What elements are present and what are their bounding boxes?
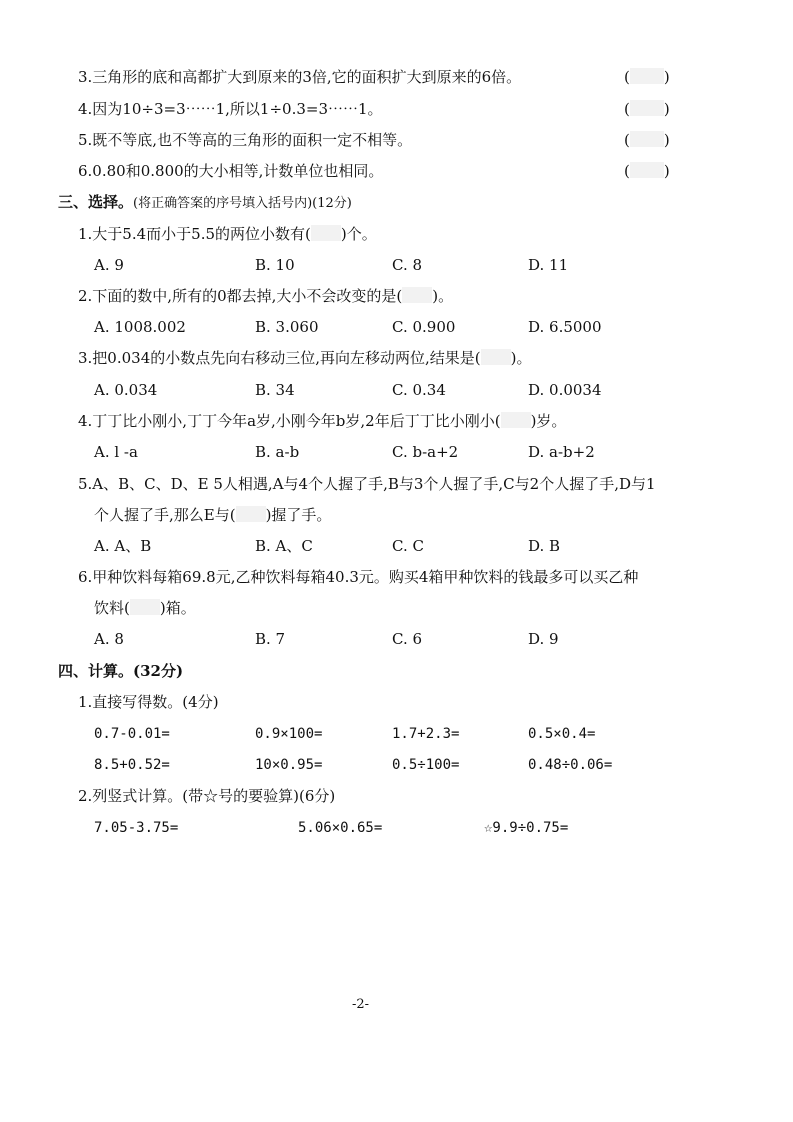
q3-option-d[interactable]: D. 0.0034: [528, 381, 602, 399]
vertical-calc-expr: ☆9.9÷0.75=: [484, 820, 569, 836]
answer-paren-5[interactable]: ( ): [624, 131, 670, 149]
q4-option-c[interactable]: C. b-a+2: [392, 443, 459, 461]
vertical-calc-expr: 7.05-3.75=: [94, 820, 179, 836]
answer-blank[interactable]: [236, 506, 266, 522]
calc-expr: 1.7+2.3=: [392, 726, 460, 742]
q5-option-b[interactable]: B. A、C: [255, 537, 313, 555]
q6-option-c[interactable]: C. 6: [392, 630, 423, 648]
choice-q6-stem-line1: 6.甲种饮料每箱69.8元,乙种饮料每箱40.3元。购买4箱甲种饮料的钱最多可以买乙种: [78, 568, 639, 586]
q3-option-b[interactable]: B. 34: [255, 381, 295, 399]
vertical-calc-expr: 5.06×0.65=: [298, 820, 383, 836]
choice-q5-stem-line2: 个人握了手,那么E与( )握了手。: [94, 506, 332, 524]
judge-item-3: 3.三角形的底和高都扩大到原来的3倍,它的面积扩大到原来的6倍。: [78, 68, 522, 86]
calc-sub2-heading: 2.列竖式计算。(带☆号的要验算)(6分): [78, 787, 336, 805]
q1-option-c[interactable]: C. 8: [392, 256, 423, 274]
calc-expr: 10×0.95=: [255, 757, 323, 773]
q4-option-a[interactable]: A. l -a: [94, 443, 138, 461]
judge-item-6: 6.0.80和0.800的大小相等,计数单位也相同。: [78, 162, 384, 180]
q2-option-c[interactable]: C. 0.900: [392, 318, 456, 336]
judge-item-4: 4.因为10÷3=3⋯⋯1,所以1÷0.3=3⋯⋯1。: [78, 100, 383, 118]
choice-q3-stem: 3.把0.034的小数点先向右移动三位,再向左移动两位,结果是( )。: [78, 349, 532, 367]
q1-option-d[interactable]: D. 11: [528, 256, 569, 274]
q5-option-a[interactable]: A. A、B: [94, 537, 152, 555]
answer-paren-6[interactable]: ( ): [624, 162, 670, 180]
answer-blank[interactable]: [402, 287, 432, 303]
q6-option-d[interactable]: D. 9: [528, 630, 559, 648]
answer-paren-4[interactable]: ( ): [624, 100, 670, 118]
q2-option-b[interactable]: B. 3.060: [255, 318, 319, 336]
answer-blank[interactable]: [481, 349, 511, 365]
q2-option-d[interactable]: D. 6.5000: [528, 318, 602, 336]
choice-q5-stem-line1: 5.A、B、C、D、E 5人相遇,A与4个人握了手,B与3个人握了手,C与2个人握了手,D与1: [78, 475, 656, 493]
choice-q4-stem: 4.丁丁比小刚小,丁丁今年a岁,小刚今年b岁,2年后丁丁比小刚小( )岁。: [78, 412, 567, 430]
q3-option-a[interactable]: A. 0.034: [94, 381, 158, 399]
choice-q1-stem: 1.大于5.4而小于5.5的两位小数有( )个。: [78, 225, 377, 243]
q1-option-a[interactable]: A. 9: [94, 256, 124, 274]
calc-expr: 8.5+0.52=: [94, 757, 170, 773]
q2-option-a[interactable]: A. 1008.002: [94, 318, 186, 336]
section-calc-heading: 四、计算。(32分): [58, 662, 184, 680]
calc-expr: 0.5×0.4=: [528, 726, 596, 742]
calc-sub1-heading: 1.直接写得数。(4分): [78, 693, 219, 711]
q4-option-b[interactable]: B. a-b: [255, 443, 300, 461]
answer-blank[interactable]: [311, 225, 341, 241]
q6-option-a[interactable]: A. 8: [94, 630, 124, 648]
section-choice-heading: 三、选择。(将正确答案的序号填入括号内)(12分): [58, 193, 352, 211]
page-number: -2-: [352, 997, 370, 1012]
answer-blank[interactable]: [130, 599, 160, 615]
judge-item-5: 5.既不等底,也不等高的三角形的面积一定不相等。: [78, 131, 413, 149]
calc-expr: 0.7-0.01=: [94, 726, 170, 742]
calc-expr: 0.9×100=: [255, 726, 323, 742]
q5-option-d[interactable]: D. B: [528, 537, 561, 555]
q6-option-b[interactable]: B. 7: [255, 630, 286, 648]
answer-paren-3[interactable]: ( ): [624, 68, 670, 86]
choice-q2-stem: 2.下面的数中,所有的0都去掉,大小不会改变的是( )。: [78, 287, 454, 305]
answer-blank[interactable]: [501, 412, 531, 428]
q3-option-c[interactable]: C. 0.34: [392, 381, 446, 399]
q5-option-c[interactable]: C. C: [392, 537, 424, 555]
choice-q6-stem-line2: 饮料( )箱。: [94, 599, 196, 617]
calc-expr: 0.48÷0.06=: [528, 757, 613, 773]
q1-option-b[interactable]: B. 10: [255, 256, 295, 274]
q4-option-d[interactable]: D. a-b+2: [528, 443, 595, 461]
calc-expr: 0.5÷100=: [392, 757, 460, 773]
